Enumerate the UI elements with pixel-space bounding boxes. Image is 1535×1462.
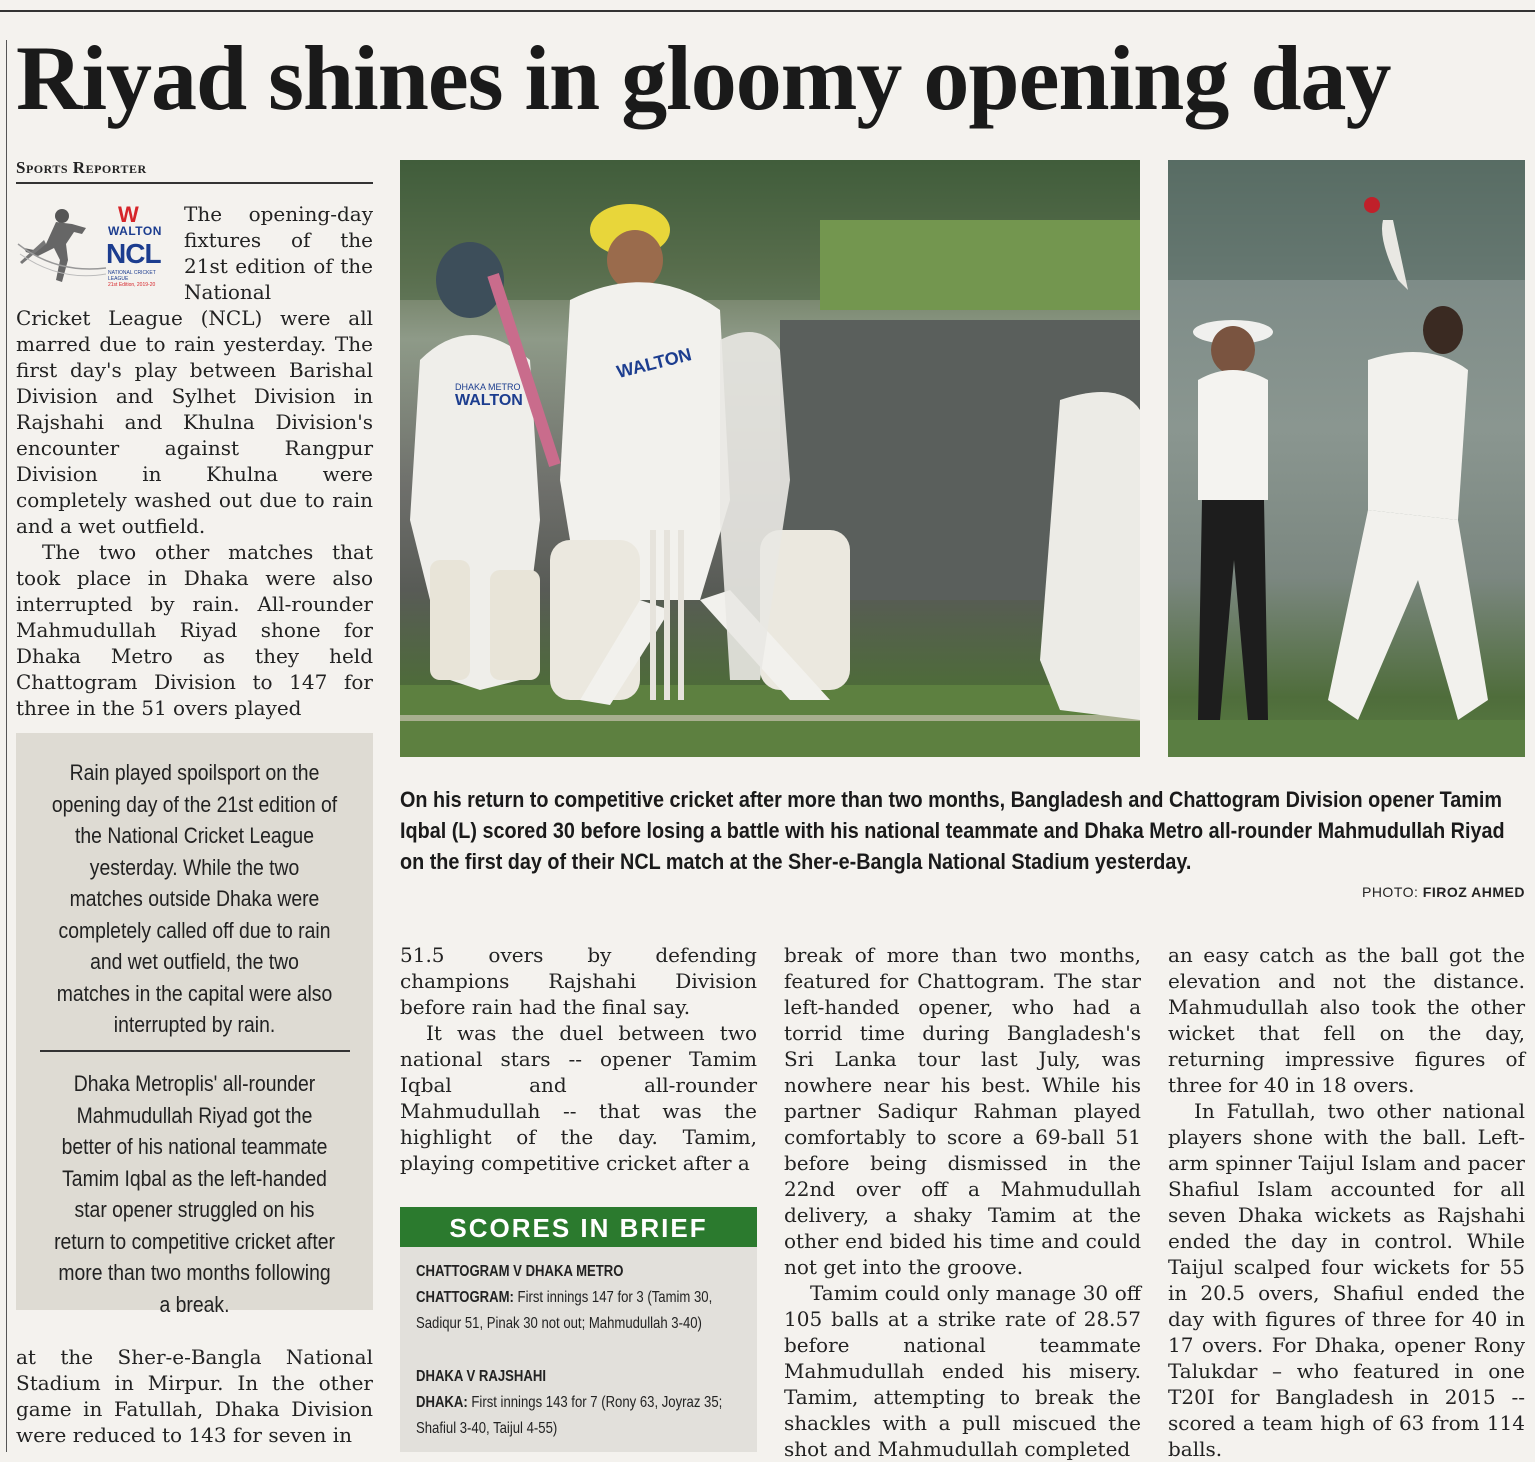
batsman-silhouette-icon [16,204,108,290]
scores-team2 [416,1390,724,1442]
col2-p2: It was the duel between two national stars -- opener Tamim Iqbal and all-rounder Mahmudullah -- that was the highlight of the day. Tamim, playing competitive cricket after a [400,1021,757,1175]
col1-body [16,305,373,721]
logo-brand: WALTON [108,224,162,238]
col4-body [1168,942,1525,1462]
sidebar-summary-2: Dhaka Metroplis' all-rounder Mahmudullah Riyad got the better of his national teammate Tamim Iqbal as the left-handed star opener struggled on his return to competitive cricket after more than two months following a break. [54,1071,335,1317]
col1-intro-para [184,201,373,305]
left-rule [6,40,7,1452]
scores-team2-score: First innings 143 for 7 (Rony 63, Joyraz 35; Shafiul 3-40, Taijul 4-55) [416,1394,723,1437]
headline: Riyad shines in gloomy opening day [16,27,1391,129]
scores-match1: CHATTOGRAM V DHAKA METRO [416,1263,624,1280]
col1-p2: The two other matches that took place in Dhaka were also interrupted by rain. All-rounder Mahmudullah Riyad shone for Dhaka Metro as they held Chattogram Division to 147 for three in the 51 overs played [16,540,373,720]
logo-subtitle-text: NATIONAL CRICKET LEAGUE [108,270,156,282]
col3-p1: break of more than two months, featured for Chattogram. The star left-handed opener, who had a torrid time during Bangladesh's Sri Lanka tour last July, was nowhere near his best. While his partner Sadiqur Rahman played comfortably to score a 69-ball 51 before being dismissed in the 22nd over off a Mahmudullah delivery, a shaky Tamim at the other end bided his time and could not get into the groove. [784,943,1141,1279]
col1-intro-cont: Cricket League (NCL) were all marred due to rain yesterday. The first day's play between Barishal Division and Sylhet Division in Rajshahi and Khulna Division's encounter against Rangpur Division in Khulna were completely washed out due to rain and a wet outfield. [16,306,373,538]
sidebar-rule [40,1050,350,1052]
byline-rule [16,182,373,184]
logo-edition: 21st Edition, 2019-20 [108,282,156,288]
scores-team1-label: CHATTOGRAM: [416,1289,514,1306]
jersey-left-text: WALTON [455,392,523,409]
scores-header: SCORES IN BRIEF [400,1207,757,1247]
photo-credit [1362,884,1525,900]
photo-mahmudullah-catch-image [1168,160,1525,757]
col3-p2: Tamim could only manage 30 off 105 balls at a strike rate of 28.57 before national teammate Mahmudullah ended his misery. Tamim, attempting to break the shackles with a pull miscued the shot and Mahmudullah completed [784,1281,1141,1461]
col1-intro-wrap: The opening-day fixtures of the 21st edition of the National [184,202,373,304]
jersey-center-text: WALTON [614,344,694,383]
col2-body [400,942,757,1176]
col2-p1: 51.5 overs by defending champions Rajshahi Division before rain had the final say. [400,943,757,1019]
byline: Sports Reporter [16,158,147,177]
top-rule [0,10,1535,12]
logo-subtitle [108,270,172,288]
logo-title: NCL [106,238,161,269]
scores-team1 [416,1285,724,1337]
photo-caption: On his return to competitive cricket after more than two months, Bangladesh and Chattogram Division opener Tamim Iqbal (L) scored 30 before losing a battle with his national teammate and Dhaka Metro all-rounder Mahmudullah Riyad on the first day of their NCL match at the Sher-e-Bangla National Stadium yesterday. [400,787,1505,874]
col1-p3-text: at the Sher-e-Bangla National Stadium in Mirpur. In the other game in Fatullah, Dhaka Division were reduced to 143 for seven in [16,1345,373,1447]
scores-team1-score: First innings 147 for 3 (Tamim 30, Sadiqur 51, Pinak 30 not out; Mahmudullah 3-40) [416,1289,713,1332]
col4-p1: an easy catch as the ball got the elevation and not the distance. Mahmudullah also took the other wicket that fell on the day, returning impressive figures of three for 40 in 18 overs. [1168,943,1525,1097]
jersey-left-team: DHAKA METRO [455,382,521,392]
col1-intro [184,201,373,305]
sidebar-summary-1: Rain played spoilsport on the opening day of the 21st edition of the National Cricket League yesterday. While the two matches outside Dhaka were completely called off due to rain and wet outfield, the two matches in the capital were also interrupted by rain. [51,760,338,1037]
walton-w-icon: W [118,202,139,227]
ncl-logo [16,202,174,292]
photo-mahmudullah-catch [1168,160,1525,757]
cricket-ball-icon [1364,197,1380,213]
col1-p3 [16,1344,373,1448]
photo-credit-label: PHOTO: [1361,884,1419,900]
photo-tamim-batting-image [400,160,1140,757]
scores-match2: DHAKA V RAJSHAHI [416,1368,546,1385]
col3-body [784,942,1141,1462]
photo-tamim-batting [400,160,1140,757]
scores-team2-label: DHAKA: [416,1394,468,1411]
col4-p2: In Fatullah, two other national players shone with the ball. Left-arm spinner Taijul Islam and pacer Shafiul Islam accounted for all seven Dhaka wickets as Rajshahi ended the day in control. While Taijul scalped four wickets for 55 in 20.5 overs, Shafiul ended the day with figures of three for 40 in 17 overs. For Dhaka, opener Rony Talukdar – who featured in one T20I for Bangladesh in 2015 -- scored a team high of 63 from 114 balls. [1168,1099,1525,1461]
photo-credit-name: FIROZ AHMED [1422,884,1525,900]
